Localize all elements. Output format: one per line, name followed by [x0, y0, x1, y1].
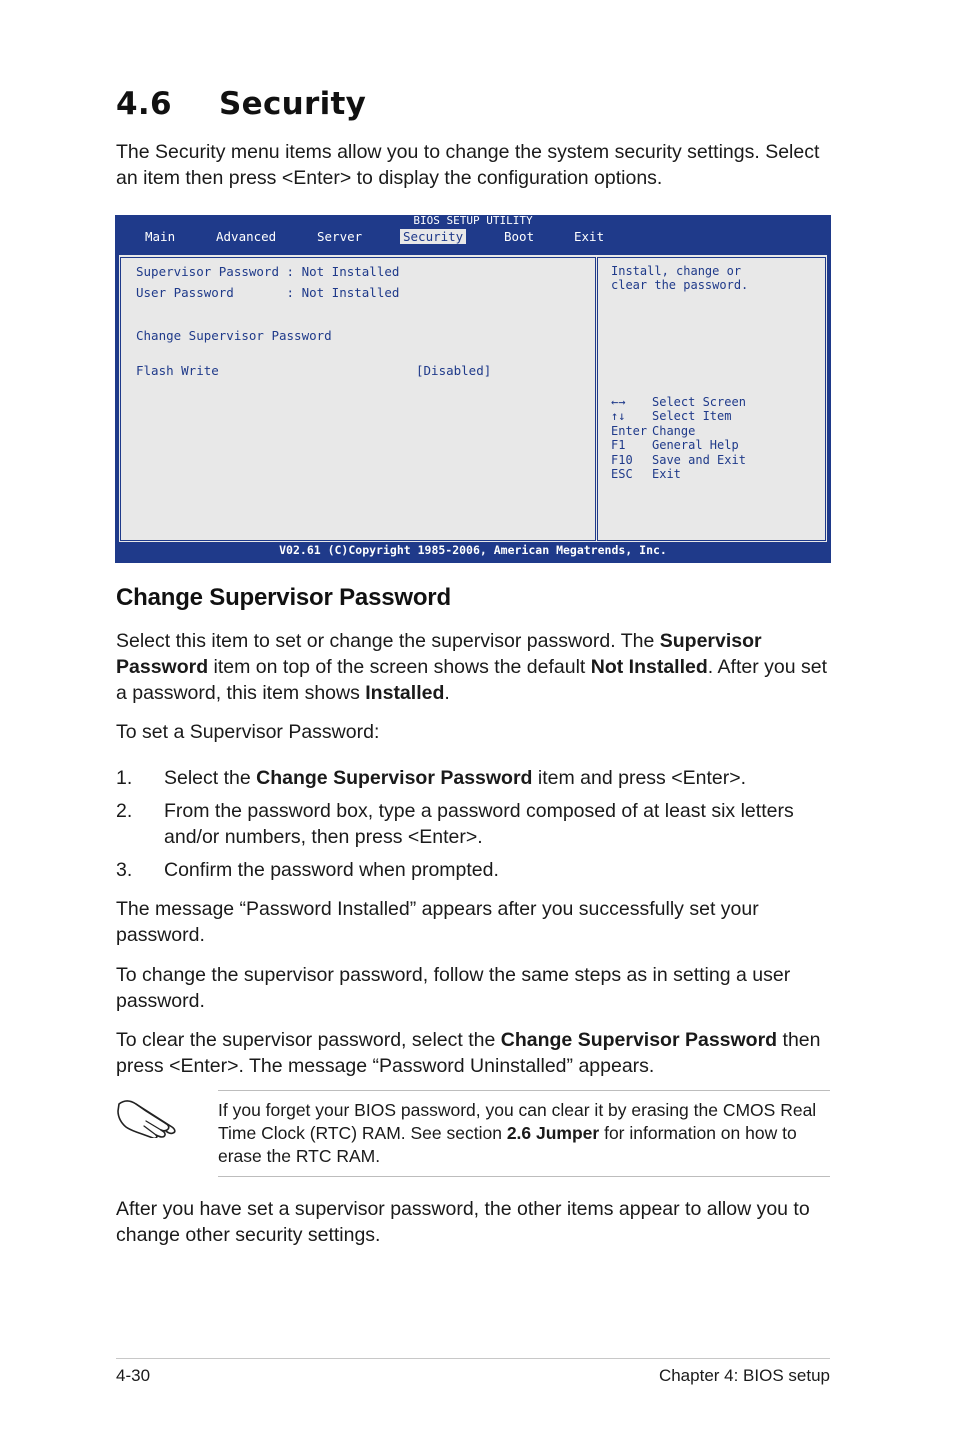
bios-help-pane: [597, 257, 826, 541]
bios-menu-main[interactable]: Main: [145, 229, 176, 244]
step-1: Select the Change Supervisor Password item and press <Enter>.: [164, 767, 747, 789]
bios-menu-server[interactable]: Server: [317, 229, 363, 244]
bios-help-text-line1: Install, change or: [611, 264, 742, 278]
bios-menu-boot[interactable]: Boot: [504, 229, 535, 244]
bios-menu-security[interactable]: Security: [400, 229, 466, 244]
section-number: 4.6: [116, 86, 172, 122]
arrows-ud-icon: ↑↓: [611, 409, 626, 423]
note-top-divider: [218, 1090, 830, 1091]
after-set-paragraph: After you have set a supervisor password, the other items appear to allow you to change other security settings.: [116, 1198, 810, 1246]
pointing-hand-icon: [116, 1090, 178, 1138]
bios-settings-pane: [120, 257, 596, 541]
bios-key-action: Select Item: [652, 409, 732, 423]
step-3: Confirm the password when prompted.: [164, 859, 499, 881]
bios-menu-exit[interactable]: Exit: [574, 229, 605, 244]
bios-help-text-line2: clear the password.: [611, 278, 749, 292]
section-title-text: Security: [219, 86, 367, 122]
bios-menu-advanced[interactable]: Advanced: [216, 229, 277, 244]
bios-body: [119, 255, 827, 542]
step-2: From the password box, type a password composed of at least six letters and/or numbers, then press <Enter>.: [164, 800, 794, 848]
note-bottom-divider: [218, 1176, 830, 1177]
bios-key-action: Change: [652, 424, 696, 438]
bios-supervisor-password-item: Supervisor Password : Not Installed: [136, 264, 400, 279]
note-text: If you forget your BIOS password, you can clear it by erasing the CMOS Real Time Clock (RTC) RAM. See section 2.6 Jumper for information on how to erase the RTC RAM.: [218, 1100, 817, 1166]
footer-divider: [116, 1358, 830, 1359]
step-number: 2.: [116, 800, 133, 822]
intro-paragraph: The Security menu items allow you to change the system security settings. Select an item then press <Enter> to display the configuration options.: [116, 141, 820, 189]
bios-flash-write-value[interactable]: [Disabled]: [416, 363, 492, 378]
page-number: 4-30: [116, 1366, 151, 1385]
bios-key-action: Select Screen: [652, 395, 746, 409]
bios-change-supervisor-password-item[interactable]: Change Supervisor Password: [136, 328, 332, 343]
bios-key-action: General Help: [652, 438, 739, 452]
bios-utility-title: BIOS SETUP UTILITY: [413, 214, 533, 227]
bios-key-action: Save and Exit: [652, 453, 746, 467]
bios-key: ESC: [611, 467, 633, 481]
step-number: 3.: [116, 859, 133, 881]
supervisor-description-paragraph: Select this item to set or change the supervisor password. The Supervisor Password item on top of the screen shows the default Not Installed. After you set a password, this item shows Installed.: [116, 630, 828, 704]
clear-password-paragraph: To clear the supervisor password, select the Change Supervisor Password then press <Enter>. The message “Password Uninstalled” appears.: [116, 1029, 821, 1077]
arrows-lr-icon: ←→: [611, 395, 626, 409]
subsection-title: Change Supervisor Password: [116, 584, 451, 611]
bios-user-password-item: User Password : Not Installed: [136, 285, 400, 300]
bios-flash-write-label: Flash Write: [136, 363, 219, 378]
change-password-paragraph: To change the supervisor password, follow the same steps as in setting a user password.: [116, 964, 791, 1012]
bios-key: F10: [611, 453, 633, 467]
section-title: [116, 86, 366, 122]
bios-copyright-footer: V02.61 (C)Copyright 1985-2006, American Megatrends, Inc.: [279, 543, 667, 557]
password-installed-paragraph: The message “Password Installed” appears after you successfully set your password.: [116, 898, 759, 946]
bios-screen: [115, 215, 831, 563]
bios-key: F1: [611, 438, 626, 452]
chapter-label: Chapter 4: BIOS setup: [658, 1366, 830, 1385]
step-number: 1.: [116, 767, 133, 789]
to-set-heading: To set a Supervisor Password:: [116, 721, 380, 743]
bios-key: Enter: [611, 424, 648, 438]
bios-key-action: Exit: [652, 467, 681, 481]
